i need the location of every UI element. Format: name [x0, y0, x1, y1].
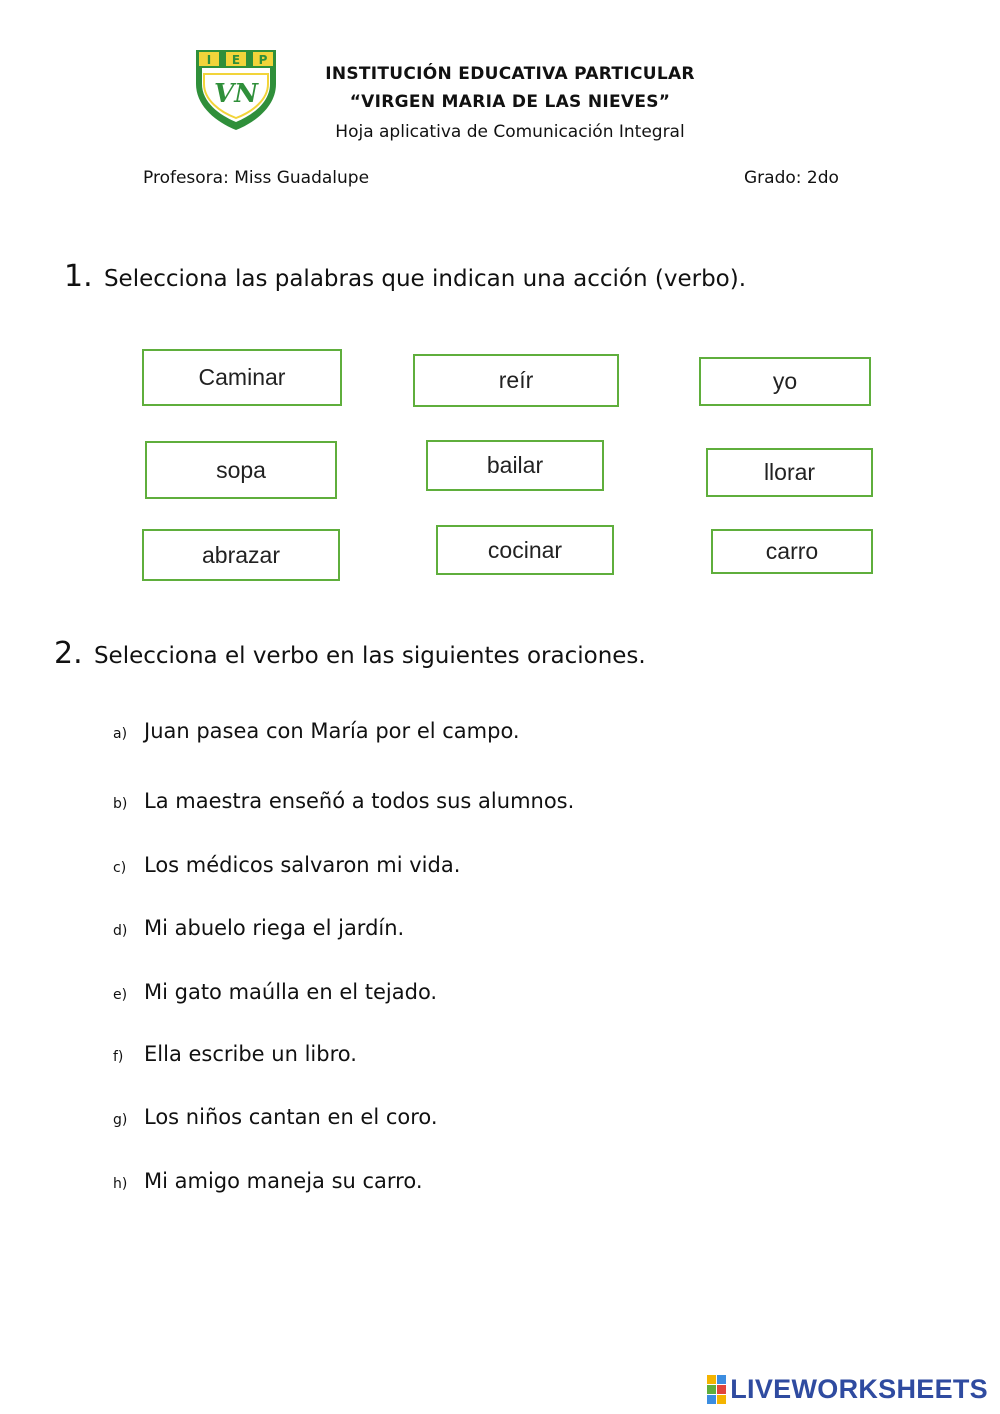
grade-label: Grado: 2do: [744, 168, 839, 188]
liveworksheets-brand: [707, 1374, 988, 1405]
worksheet-subtitle: Hoja aplicativa de Comunicación Integral: [335, 122, 685, 142]
logo-monogram: VN: [214, 79, 258, 109]
question-1-heading: [64, 259, 746, 294]
sentence-letter: a): [113, 726, 128, 742]
sentence-text[interactable]: Mi amigo maneja su carro.: [144, 1169, 423, 1193]
question-2-heading: [54, 636, 646, 671]
teacher-name: Profesora: Miss Guadalupe: [143, 168, 370, 188]
question-2-number: 2.: [54, 636, 83, 671]
sentence-item: [113, 789, 574, 813]
word-option[interactable]: llorar: [706, 448, 873, 497]
word-option[interactable]: abrazar: [142, 529, 340, 581]
sentence-letter: h): [113, 1176, 128, 1192]
school-logo: [190, 44, 282, 132]
question-1-title: Selecciona las palabras que indican una acción (verbo).: [103, 266, 747, 292]
word-option[interactable]: carro: [711, 529, 873, 574]
word-option[interactable]: reír: [413, 354, 619, 407]
sentence-text[interactable]: La maestra enseñó a todos sus alumnos.: [144, 789, 575, 813]
school-name-line2: “VIRGEN MARIA DE LAS NIEVES”: [349, 92, 671, 112]
word-option[interactable]: cocinar: [436, 525, 614, 575]
sentence-item: [113, 719, 520, 743]
logo-letter-p: P: [258, 53, 268, 67]
sentence-letter: d): [113, 923, 128, 939]
sentence-item: [113, 853, 460, 877]
sentence-letter: c): [113, 860, 127, 876]
sentence-text[interactable]: Ella escribe un libro.: [144, 1042, 357, 1066]
sentence-text[interactable]: Los médicos salvaron mi vida.: [144, 853, 461, 877]
word-option[interactable]: Caminar: [142, 349, 342, 406]
sentence-item: [113, 916, 404, 940]
word-option[interactable]: yo: [699, 357, 871, 406]
sentence-letter: e): [113, 987, 128, 1003]
school-name-line1: INSTITUCIÓN EDUCATIVA PARTICULAR: [325, 64, 695, 84]
question-1-number: 1.: [64, 259, 93, 294]
sentence-text[interactable]: Mi abuelo riega el jardín.: [144, 916, 405, 940]
sentence-item: [113, 1105, 438, 1129]
question-2-title: Selecciona el verbo en las siguientes oraciones.: [93, 643, 646, 669]
logo-letter-e: E: [231, 53, 241, 67]
sentence-item: [113, 1042, 357, 1066]
sentence-text[interactable]: Los niños cantan en el coro.: [144, 1105, 438, 1129]
sentence-item: [113, 1169, 423, 1193]
sentence-letter: b): [113, 796, 128, 812]
liveworksheets-logo-icon: [707, 1375, 726, 1404]
brand-name: LIVEWORKSHEETS: [730, 1374, 988, 1404]
sentence-text[interactable]: Juan pasea con María por el campo.: [144, 719, 520, 743]
sentence-letter: g): [113, 1112, 128, 1128]
sentence-text[interactable]: Mi gato maúlla en el tejado.: [144, 980, 438, 1004]
sentence-letter: f): [113, 1049, 124, 1065]
word-option[interactable]: bailar: [426, 440, 604, 491]
sentence-item: [113, 980, 437, 1004]
word-option[interactable]: sopa: [145, 441, 337, 499]
logo-letter-i: I: [206, 53, 212, 67]
